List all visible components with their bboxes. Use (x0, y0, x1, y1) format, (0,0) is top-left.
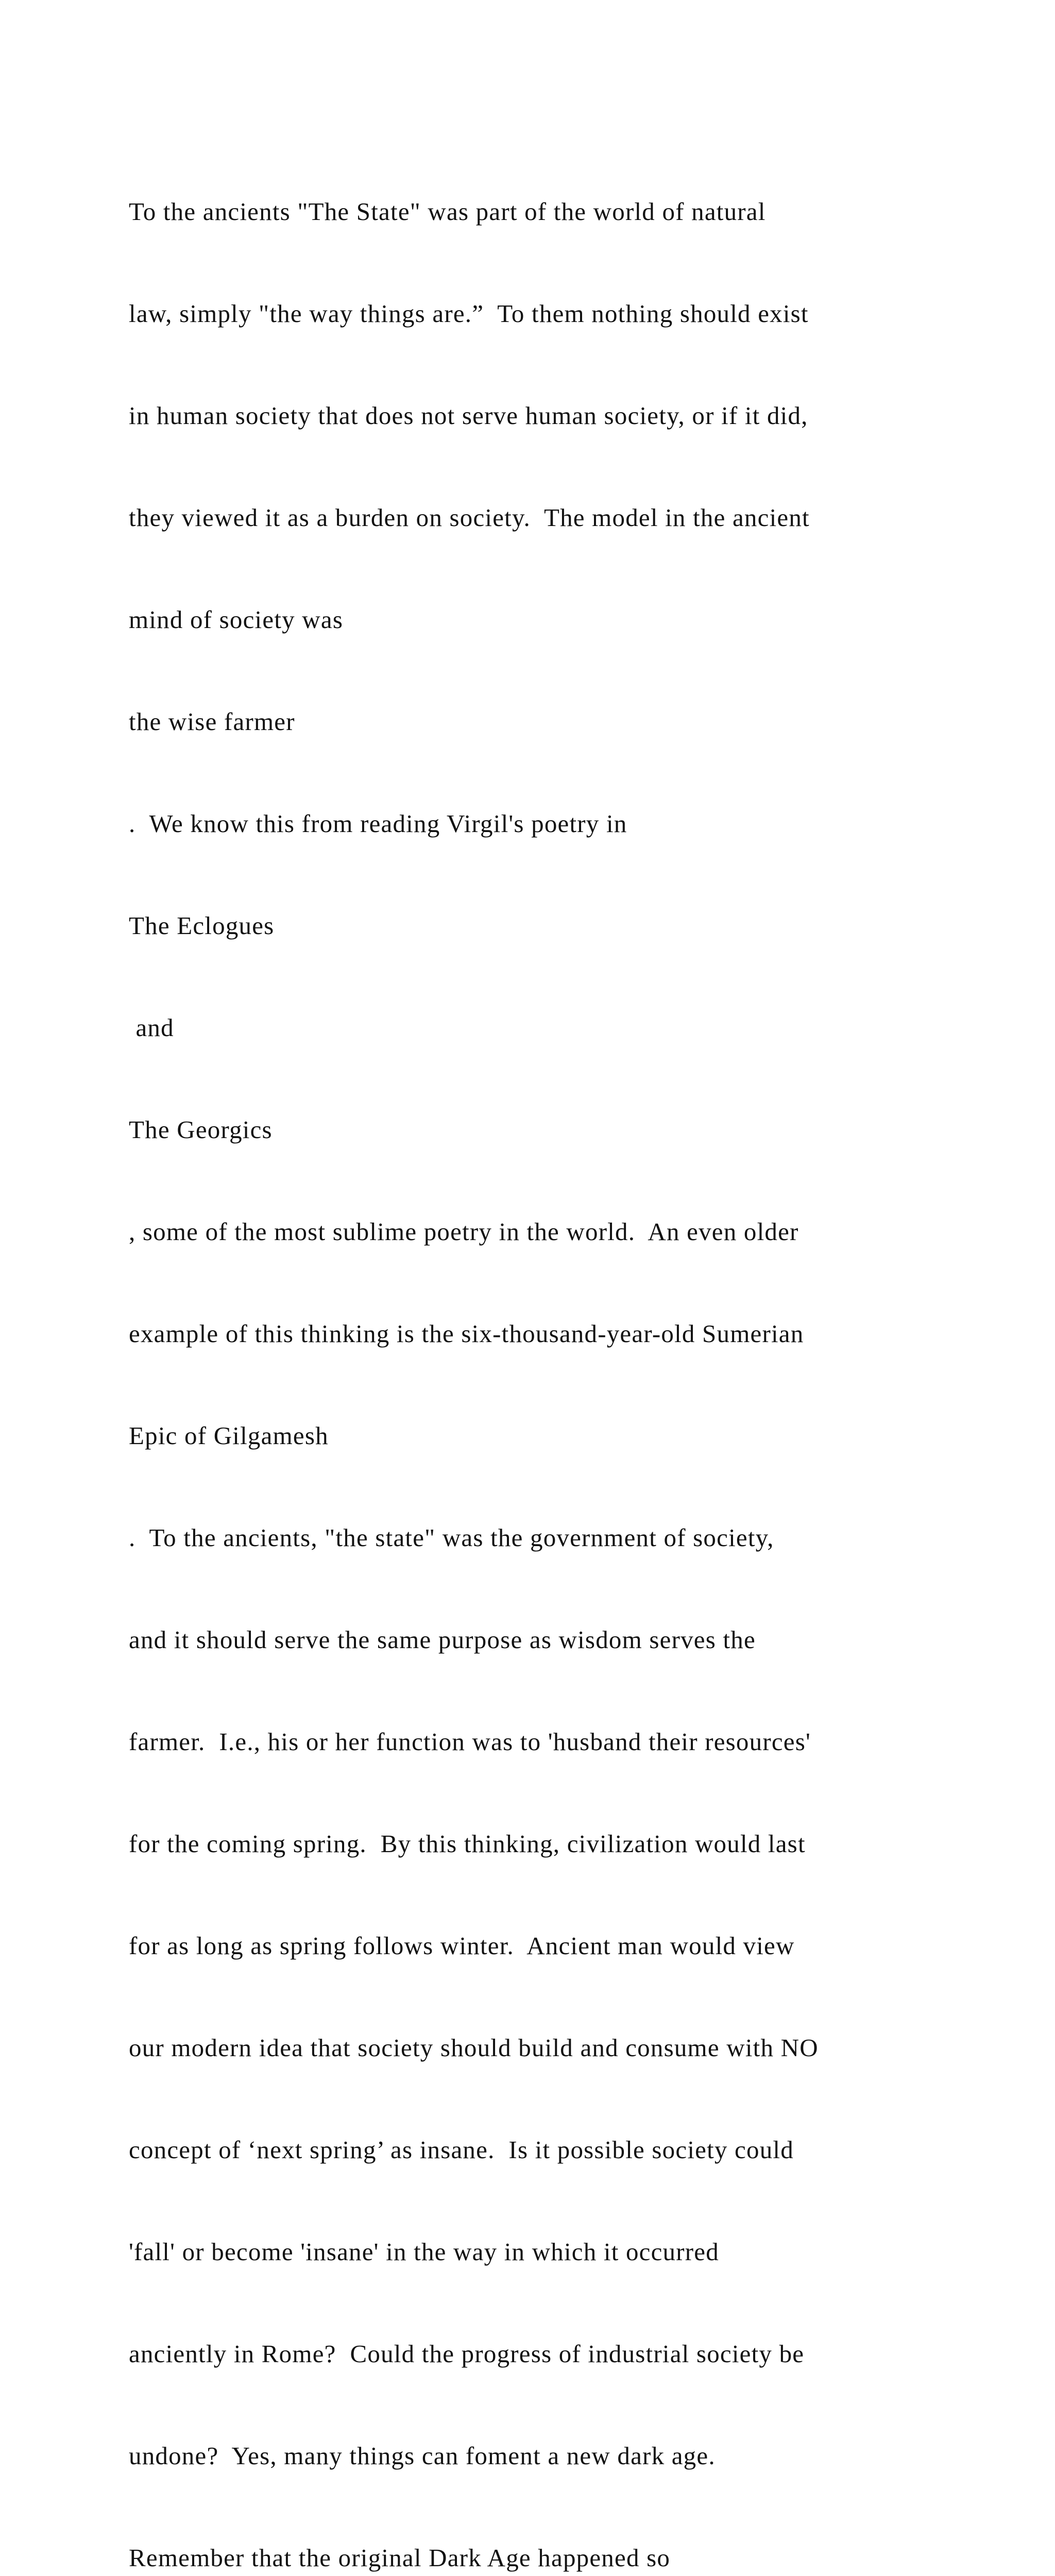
text-line: they viewed it as a burden on society. The model in the ancient (129, 503, 810, 532)
text-line: Remember that the original Dark Age happened so (129, 2544, 671, 2572)
text-line: The Eclogues (129, 911, 275, 940)
text-line: and it should serve the same purpose as wisdom serves the (129, 1625, 756, 1654)
text-line: for as long as spring follows winter. Ancient man would view (129, 1931, 795, 1960)
text-line: anciently in Rome? Could the progress of industrial society be (129, 2340, 805, 2368)
text-line: the wise farmer (129, 707, 295, 736)
text-line: Epic of Gilgamesh (129, 1421, 329, 1450)
text-line: law, simply "the way things are.” To them nothing should exist (129, 299, 809, 328)
text-line: . To the ancients, "the state" was the government of society, (129, 1523, 774, 1552)
text-line: To the ancients "The State" was part of the world of natural (129, 197, 766, 226)
text-line: . We know this from reading Virgil's poetry in (129, 809, 627, 838)
text-line: undone? Yes, many things can foment a new dark age. (129, 2442, 716, 2470)
text-line: concept of ‘next spring’ as insane. Is it possible society could (129, 2136, 794, 2164)
text-line: and (129, 1013, 174, 1042)
text-line: for the coming spring. By this thinking, civilization would last (129, 1829, 806, 1858)
text-line: , some of the most sublime poetry in the world. An even older (129, 1217, 799, 1246)
body-text (129, 127, 974, 2576)
text-line: farmer. I.e., his or her function was to 'husband their resources' (129, 1727, 811, 1756)
text-line: The Georgics (129, 1115, 273, 1144)
text-line: mind of society was (129, 605, 344, 634)
text-line: 'fall' or become 'insane' in the way in which it occurred (129, 2238, 719, 2266)
text-line: example of this thinking is the six-thousand-year-old Sumerian (129, 1319, 804, 1348)
text-line: our modern idea that society should build and consume with NO (129, 2033, 819, 2062)
text-line: in human society that does not serve human society, or if it did, (129, 401, 808, 430)
